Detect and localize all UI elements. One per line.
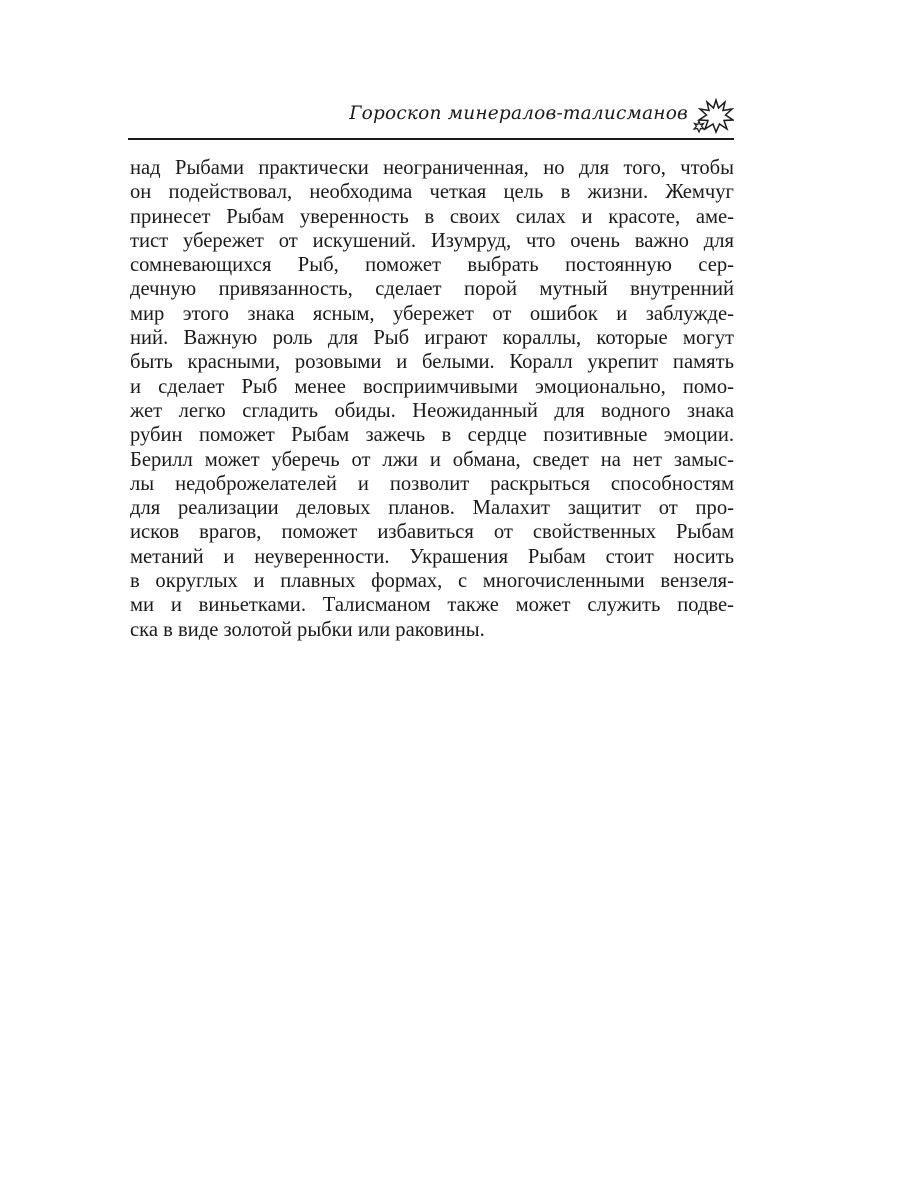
text-line: рубин поможет Рыбам зажечь в сердце позитивные эмоции. bbox=[130, 424, 734, 447]
header-title: Гороскоп минералов-талисманов bbox=[349, 103, 688, 124]
running-header bbox=[128, 96, 734, 140]
text-line: тист убережет от искушений. Изумруд, что очень важно для bbox=[130, 229, 734, 252]
text-line: принесет Рыбам уверенность в своих силах и красоте, аме- bbox=[130, 205, 734, 228]
starburst-icon bbox=[692, 98, 734, 134]
body-text bbox=[130, 156, 734, 642]
text-line: ска в виде золотой рыбки или раковины. bbox=[130, 618, 485, 641]
text-line: он подействовал, необходима четкая цель в жизни. Жемчуг bbox=[130, 181, 734, 204]
text-line: ми и виньетками. Талисманом также может служить подве- bbox=[130, 594, 734, 617]
text-line: над Рыбами практически неограниченная, но для того, чтобы bbox=[130, 157, 734, 179]
text-line: лы недоброжелателей и позволит раскрыться способностям bbox=[130, 472, 734, 495]
text-line: в округлых и плавных формах, с многочисленными вензеля- bbox=[130, 570, 734, 593]
text-line: для реализации деловых планов. Малахит защитит от про- bbox=[130, 497, 734, 520]
text-line: ний. Важную роль для Рыб играют кораллы, которые могут bbox=[130, 327, 734, 350]
text-line: сомневающихся Рыб, поможет выбрать постоянную сер- bbox=[130, 254, 734, 277]
header-rule bbox=[128, 138, 734, 140]
text-line: дечную привязанность, сделает порой мутный внутренний bbox=[130, 278, 734, 301]
text-line: мир этого знака ясным, убережет от ошибок и заблужде- bbox=[130, 302, 734, 325]
text-line: быть красными, розовыми и белыми. Коралл укрепит память bbox=[130, 351, 734, 374]
text-line: метаний и неуверенности. Украшения Рыбам стоит носить bbox=[130, 545, 734, 568]
text-line: исков врагов, поможет избавиться от свойственных Рыбам bbox=[130, 521, 734, 544]
text-line: жет легко сгладить обиды. Неожиданный для водного знака bbox=[130, 399, 734, 422]
text-line: Берилл может уберечь от лжи и обмана, сведет на нет замыс- bbox=[130, 448, 734, 471]
text-line: и сделает Рыб менее восприимчивыми эмоционально, помо- bbox=[130, 375, 734, 398]
